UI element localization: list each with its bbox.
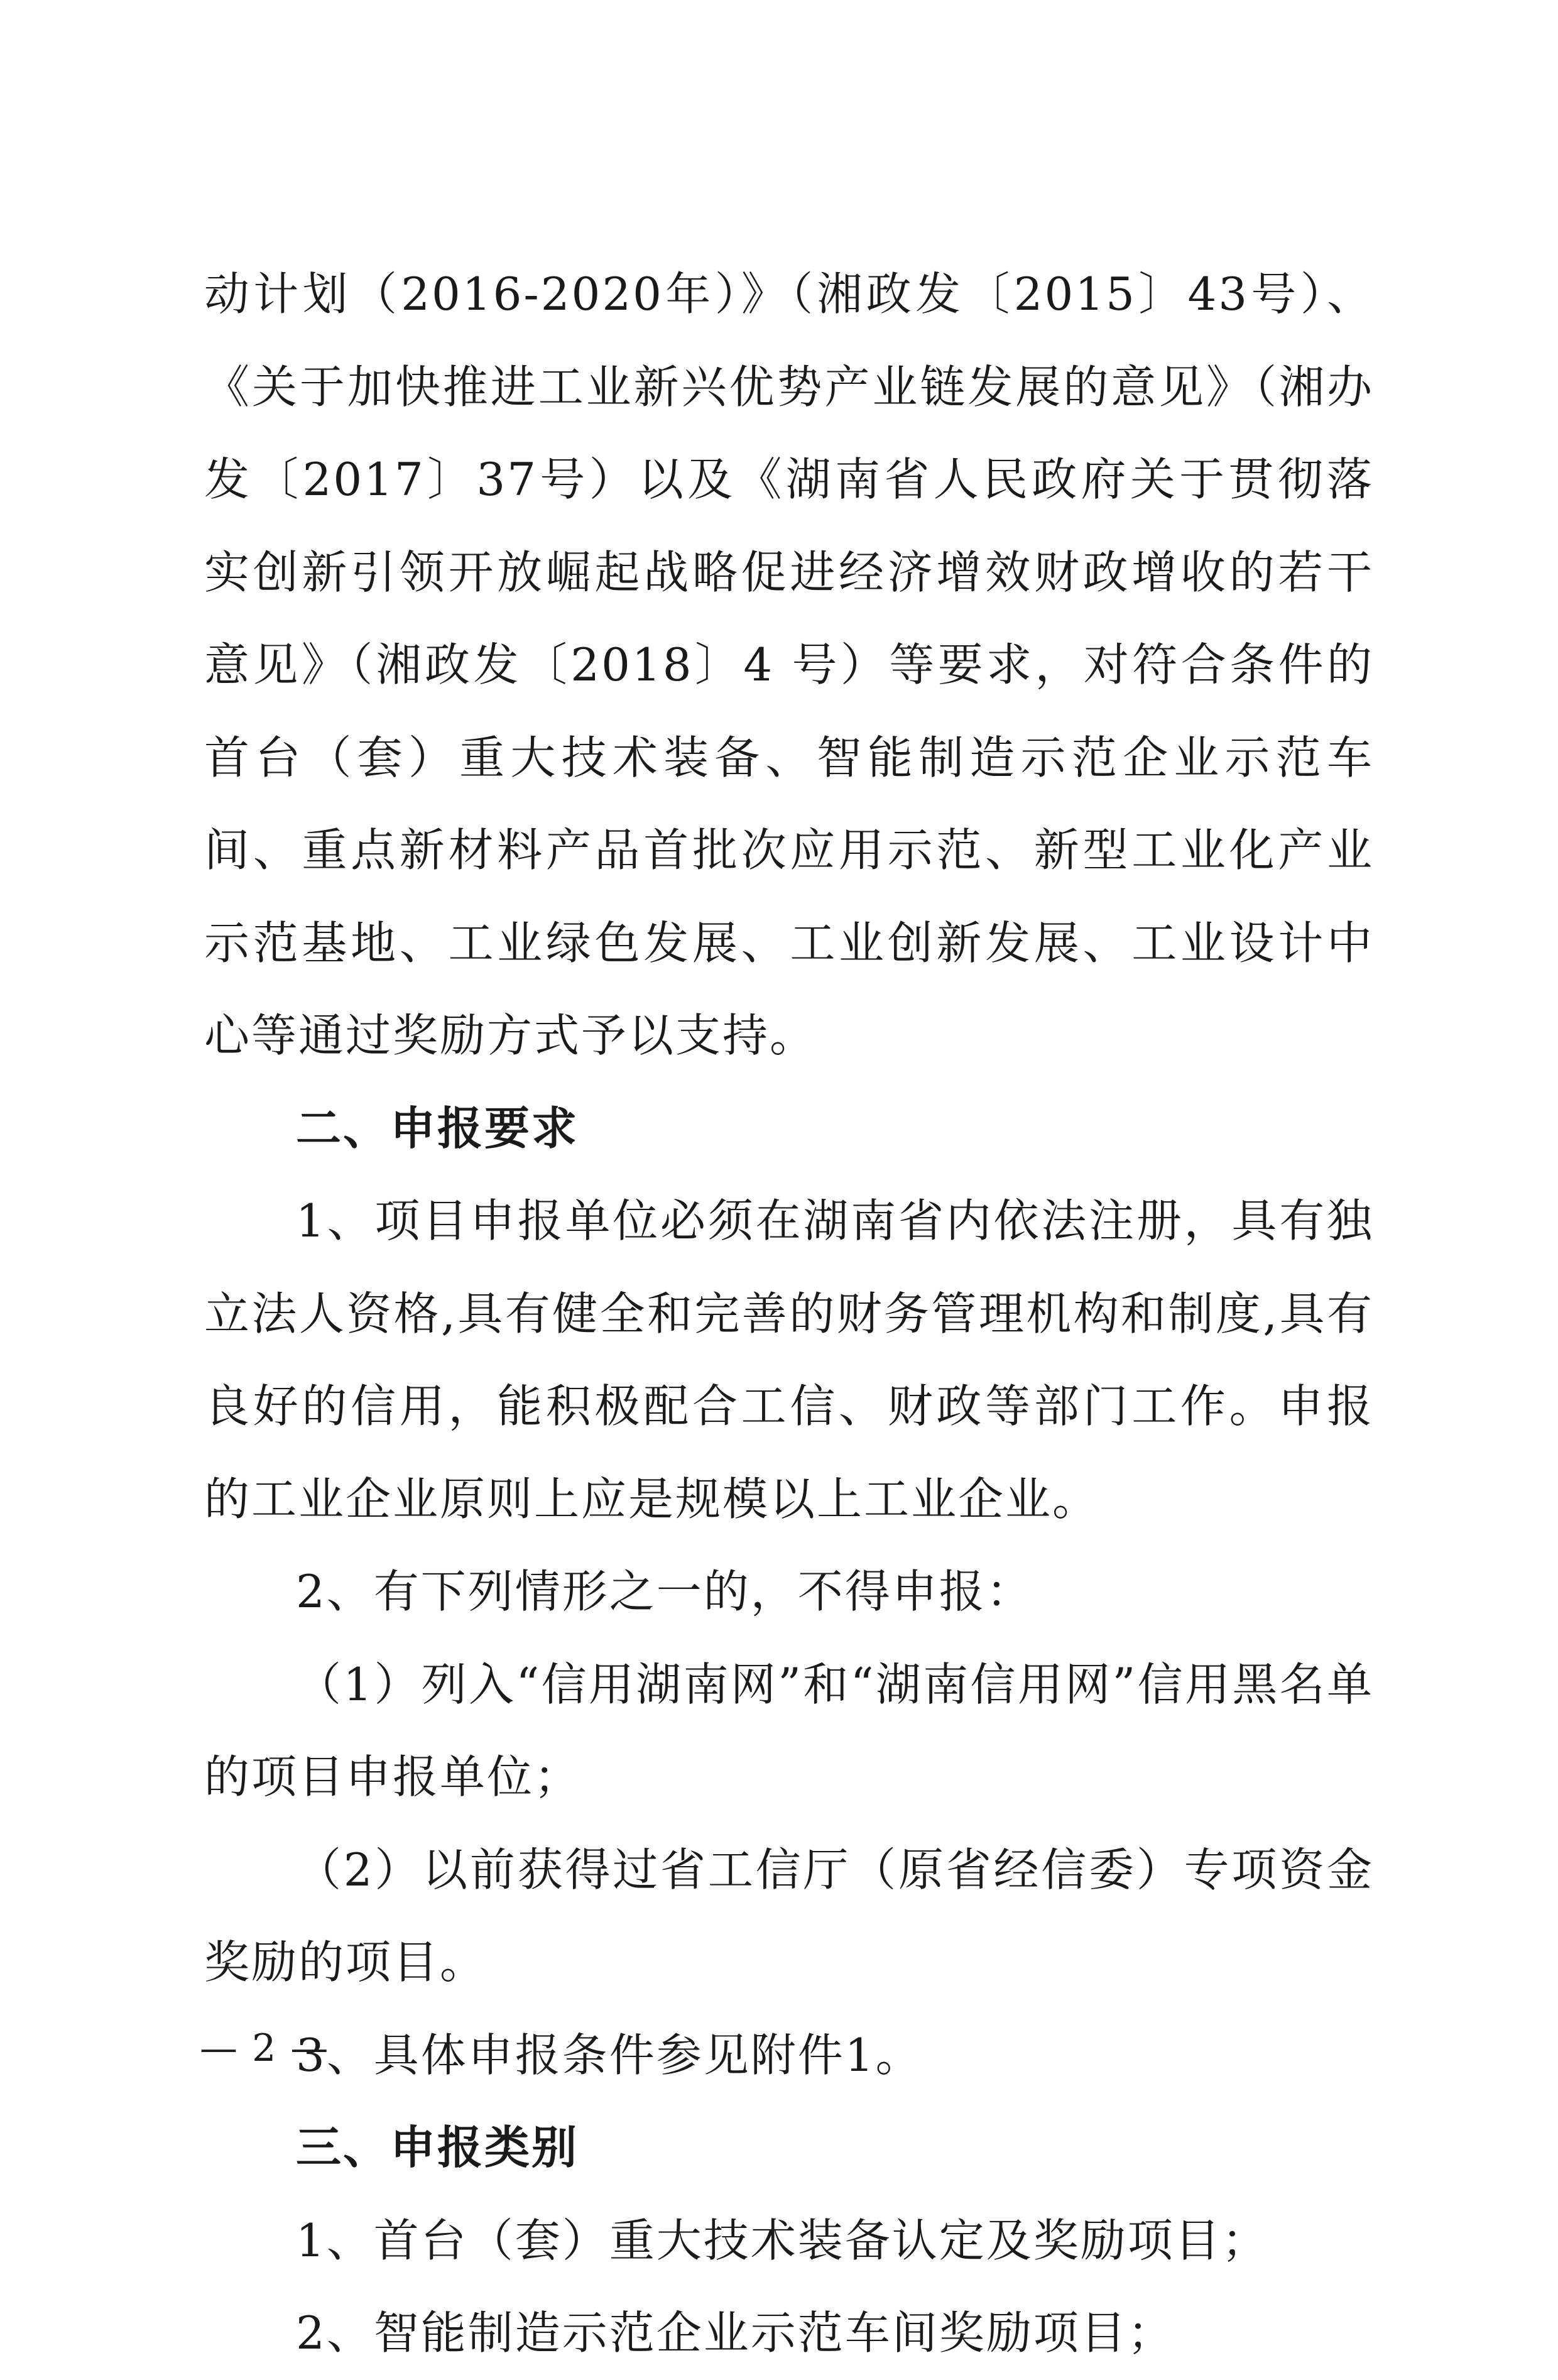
section-heading-requirements: 二、申报要求 (296, 1101, 579, 1155)
paragraph-exclusion-2: （2）以前获得过省工信厅（原省经信委）专项资金奖励的项目。 (204, 1843, 1374, 1989)
page-number: — 2 — (200, 2026, 330, 2070)
paragraph-category-2: 2、智能制造示范企业示范车间奖励项目； (296, 2306, 1175, 2359)
paragraph-requirement-3: 3、具体申报条件参见附件1。 (296, 2028, 923, 2082)
paragraph-category-1: 1、首台（套）重大技术装备认定及奖励项目； (296, 2214, 1269, 2267)
paragraph-policy-basis: 动计划（2016-2020年）》（湘政发〔2015〕43号）、《关于加快推进工业新兴优势产业链发展的意见》（湘办发〔2017〕37号）以及《湖南省人民政府关于贯彻落实创新引领开放崛起战略促进经济增效财政增收的若干意见》（湘政发〔2018〕4 号）等要求，对符合条件的首台（套）重大技术装备、智能制造示范企业示范车间、重点新材料产品首批次应用示范、新型工业化产业示范基地、工业绿色发展、工业创新发展、工业设计中心等通过奖励方式予以支持。 (204, 268, 1374, 1062)
paragraph-exclusion-1: （1）列入“信用湖南网”和“湖南信用网”信用黑名单的项目申报单位； (204, 1657, 1374, 1803)
paragraph-requirement-1: 1、项目申报单位必须在湖南省内依法注册，具有独立法人资格,具有健全和完善的财务管理机构和制度,具有良好的信用，能积极配合工信、财政等部门工作。申报的工业企业原则上应是规模以上工业企业。 (204, 1194, 1374, 1526)
document-body (204, 248, 1374, 2380)
section-heading-categories: 三、申报类别 (296, 2121, 579, 2174)
paragraph-requirement-2: 2、有下列情形之一的，不得申报： (296, 1565, 1033, 1618)
